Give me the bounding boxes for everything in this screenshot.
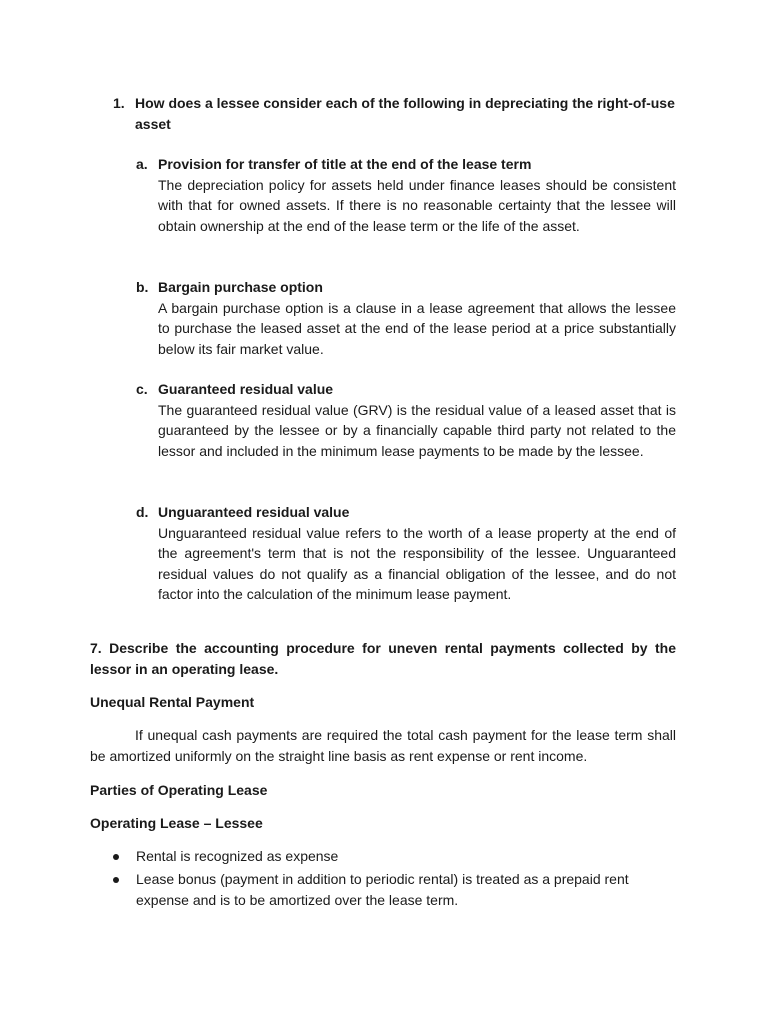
item-letter: b. (136, 279, 149, 295)
bullet-icon (113, 854, 119, 860)
bullet-icon (113, 877, 119, 883)
lessee-heading: Operating Lease – Lessee (90, 815, 263, 831)
item-body: The depreciation policy for assets held under finance leases should be consistent with that for owned assets. If there is no reasonable certainty that the lessee will obtain ownership at the end of the lease term or the life of the asset. (158, 176, 676, 234)
item-title: Bargain purchase option (158, 279, 323, 295)
item-title: Provision for transfer of title at the end of the lease term (158, 156, 532, 172)
question-1 (113, 93, 679, 135)
item-body: A bargain purchase option is a clause in a lease agreement that allows the lessee to purchase the leased asset at the end of the lease period at a price substantially below its fair market value. (158, 299, 676, 357)
item-letter: c. (136, 381, 148, 397)
item-b (136, 277, 676, 359)
item-c (136, 379, 676, 461)
item-body: Unguaranteed residual value refers to the worth of a lease property at the end of the agreement's term that is not the responsibility of the lessee. Unguaranteed residual values do not qualify as a financial obligation of the lessee, and do not factor into the calculation of the minimum lease payment. (158, 524, 676, 602)
unequal-heading: Unequal Rental Payment (90, 694, 255, 710)
item-letter: d. (136, 504, 149, 520)
item-letter: a. (136, 156, 148, 172)
item-title: Guaranteed residual value (158, 381, 334, 397)
list-item-text: Lease bonus (payment in addition to periodic rental) is treated as a prepaid rent expense and is to be amortized over the lease term. (136, 871, 629, 908)
list-item (110, 846, 676, 867)
item-a (136, 154, 676, 236)
question-text: How does a lessee consider each of the following in depreciating the right-of-use asset (135, 95, 675, 132)
question-7: 7. Describe the accounting procedure for uneven rental payments collected by the lessor in an operating lease. (90, 640, 676, 677)
item-title: Unguaranteed residual value (158, 504, 350, 520)
question-number: 1. (113, 95, 125, 111)
list-item (110, 869, 676, 911)
parties-heading: Parties of Operating Lease (90, 782, 268, 798)
unequal-body: If unequal cash payments are required the total cash payment for the lease term shall be amortized uniformly on the straight line basis as rent expense or rent income. (90, 727, 676, 764)
lessee-bullet-list (110, 846, 676, 913)
list-item-text: Rental is recognized as expense (136, 848, 339, 864)
item-body: The guaranteed residual value (GRV) is the residual value of a leased asset that is guaranteed by the lessee or by a financially capable third party not related to the lessor and included in the minimum lease payments to be made by the lessee. (158, 401, 676, 459)
item-d (136, 502, 676, 605)
